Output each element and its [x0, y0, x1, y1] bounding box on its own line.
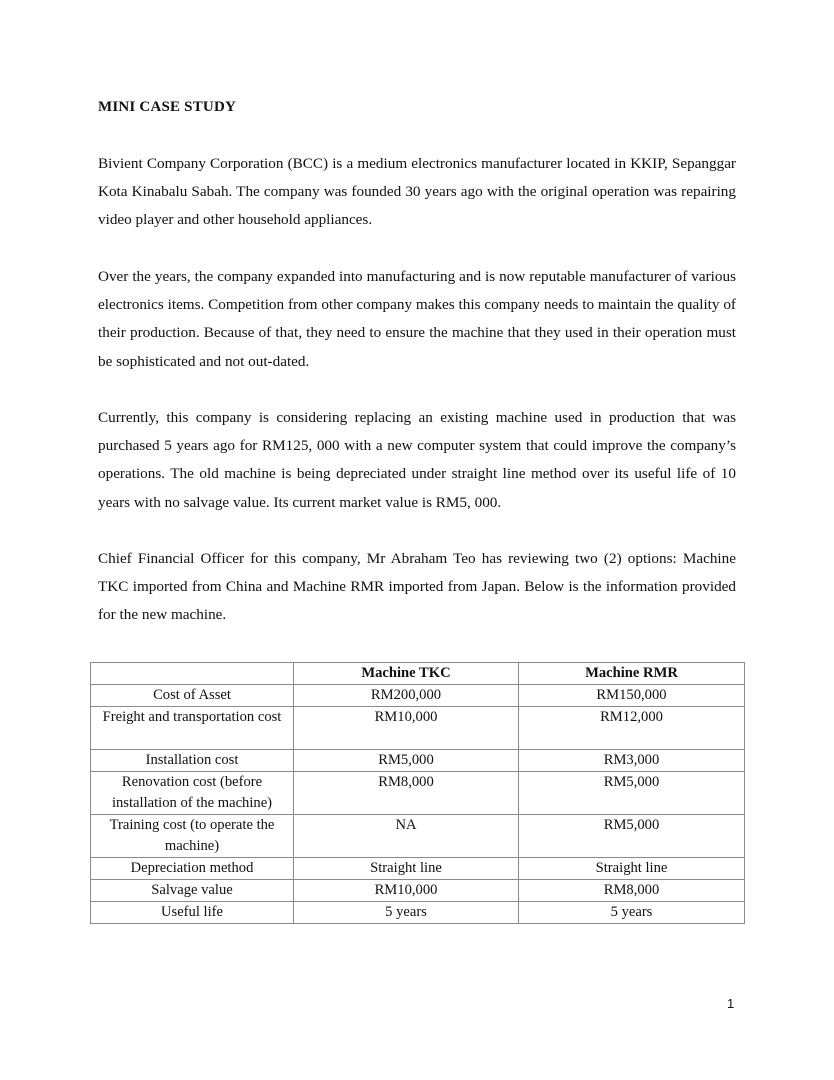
tkc-value: Straight line [294, 858, 519, 880]
table-row [91, 858, 745, 880]
table-row [91, 902, 745, 924]
table-row [91, 772, 745, 815]
tkc-value: 5 years [294, 902, 519, 924]
row-label: Installation cost [91, 750, 294, 772]
paragraph-replacement-plan: Currently, this company is considering replacing an existing machine used in production that was purchased 5 years ago for RM125, 000 with a new computer system that could improve the company’s operations. The old machine is being depreciated under straight line method over its useful life of 10 years with no salvage value. Its current market value is RM5, 000. [98, 409, 736, 511]
row-label: Depreciation method [91, 858, 294, 880]
row-label: Renovation cost (before installation of the machine) [91, 772, 294, 815]
header-machine-rmr: Machine RMR [519, 663, 745, 685]
table-row [91, 685, 745, 707]
rmr-value: RM5,000 [519, 815, 745, 858]
header-machine-tkc: Machine TKC [294, 663, 519, 685]
table-row [91, 815, 745, 858]
machine-comparison-table [90, 662, 745, 924]
rmr-value: RM8,000 [519, 880, 745, 902]
page-number: 1 [727, 996, 735, 1011]
tkc-value: RM10,000 [294, 880, 519, 902]
table-row [91, 750, 745, 772]
paragraph-company-background: Bivient Company Corporation (BCC) is a medium electronics manufacturer located in KKIP, Sepanggar Kota Kinabalu Sabah. The company was founded 30 years ago with the original operation was repairing video player and other household appliances. [98, 155, 736, 229]
tkc-value: RM10,000 [294, 707, 519, 750]
row-label: Cost of Asset [91, 685, 294, 707]
rmr-value: 5 years [519, 902, 745, 924]
table-row [91, 707, 745, 750]
table-row [91, 880, 745, 902]
tkc-value: NA [294, 815, 519, 858]
row-label: Freight and transportation cost [91, 707, 294, 750]
header-blank-cell [91, 663, 294, 685]
rmr-value: RM3,000 [519, 750, 745, 772]
tkc-value: RM5,000 [294, 750, 519, 772]
table-header-row [91, 663, 745, 685]
row-label: Training cost (to operate the machine) [91, 815, 294, 858]
rmr-value: RM150,000 [519, 685, 745, 707]
tkc-value: RM200,000 [294, 685, 519, 707]
tkc-value: RM8,000 [294, 772, 519, 815]
paragraph-company-growth: Over the years, the company expanded into manufacturing and is now reputable manufacturer of various electronics items. Competition from other company makes this company needs to maintain the quality of their production. Because of that, they need to ensure the machine that they used in their operation must be sophisticated and not out-dated. [98, 268, 736, 370]
paragraph-options: Chief Financial Officer for this company, Mr Abraham Teo has reviewing two (2) options: Machine TKC imported from China and Machine RMR imported from Japan. Below is the information provided for the new machine. [98, 550, 736, 624]
rmr-value: Straight line [519, 858, 745, 880]
case-study-title: MINI CASE STUDY [98, 99, 237, 115]
row-label: Salvage value [91, 880, 294, 902]
rmr-value: RM12,000 [519, 707, 745, 750]
rmr-value: RM5,000 [519, 772, 745, 815]
row-label: Useful life [91, 902, 294, 924]
